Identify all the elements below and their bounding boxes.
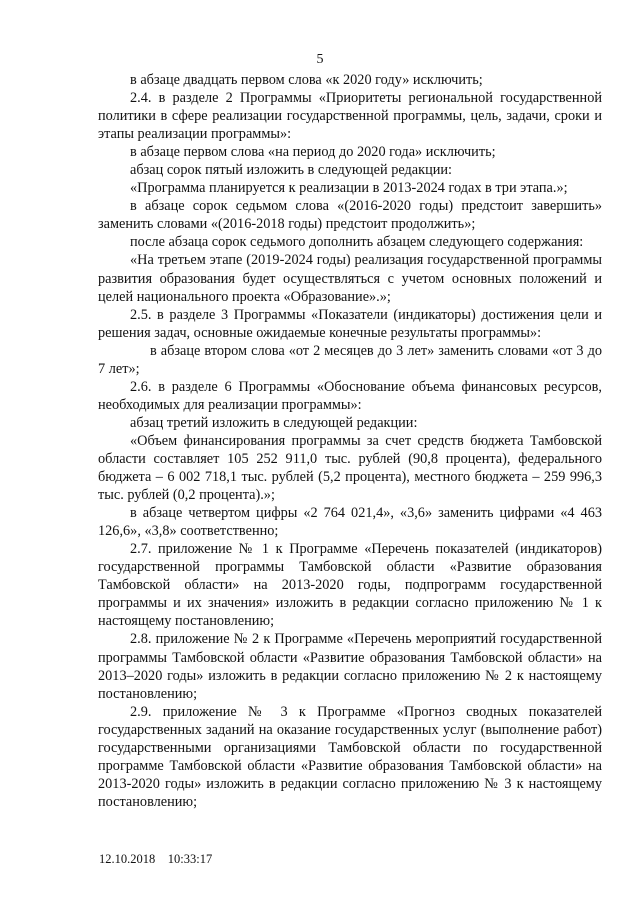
paragraph-9: 2.5. в разделе 3 Программы «Показатели (индикаторы) достижения цели и решения задач, основные ожидаемые конечные результаты программы»: xyxy=(98,306,602,341)
paragraph-5: «Программа планируется к реализации в 2013-2024 годах в три этапа.»; xyxy=(130,180,568,197)
paragraph-10: в абзаце втором слова «от 2 месяцев до 3 лет» заменить словами «от 3 до 7 лет»; xyxy=(98,342,602,377)
footer-timestamp xyxy=(99,852,212,867)
footer-time: 10:33:17 xyxy=(167,852,213,866)
paragraph-15: 2.7. приложение № 1 к Программе «Перечень показателей (индикаторов) государственной программы Тамбовской области «Развитие образования Тамбовской области» на 2013-2020 годы, подпрограмм государственной программы и их значения» изложить в редакции согласно приложению № 1 к настоящему постановлению; xyxy=(98,541,602,630)
document-body xyxy=(98,71,602,811)
paragraph-14: в абзаце четвертом цифры «2 764 021,4», «3,6» заменить цифрами «4 463 126,6», «3,8» соответственно; xyxy=(98,505,602,540)
paragraph-17: 2.9. приложение № 3 к Программе «Прогноз сводных показателей государственных заданий на оказание государственных услуг (выполнение работ) государственными организациями Тамбовской области по государственной программе Тамбовской области «Развитие образования Тамбовской области» на 2013-2020 годы» изложить в редакции согласно приложению № 3 к настоящему постановлению; xyxy=(98,703,602,810)
paragraph-6: в абзаце сорок седьмом слова «(2016-2020 годы) предстоит завершить» заменить словами «(2016-2018 годы) предстоит продолжить»; xyxy=(98,198,602,233)
paragraph-7: после абзаца сорок седьмого дополнить абзацем следующего содержания: xyxy=(130,234,584,251)
paragraph-16: 2.8. приложение № 2 к Программе «Перечень мероприятий государственной программы Тамбовской области «Развитие образования Тамбовской области» на 2013–2020 годы» изложить в редакции согласно приложению № 2 к настоящему постановлению; xyxy=(98,631,602,702)
paragraph-4: абзац сорок пятый изложить в следующей редакции: xyxy=(130,162,452,179)
paragraph-1: в абзаце двадцать первом слова «к 2020 году» исключить; xyxy=(130,72,483,88)
paragraph-12: абзац третий изложить в следующей редакции: xyxy=(130,414,418,431)
paragraph-8: «На третьем этапе (2019-2024 годы) реализация государственной программы развития образования будет осуществляться с учетом основных положений и целей национального проекта «Образование».»; xyxy=(98,252,602,305)
paragraph-3: в абзаце первом слова «на период до 2020 года» исключить; xyxy=(130,144,496,161)
paragraph-2: 2.4. в разделе 2 Программы «Приоритеты региональной государственной политики в сфере реализации государственной программы, цель, задачи, сроки и этапы реализации программы»: xyxy=(98,90,602,143)
paragraph-11: 2.6. в разделе 6 Программы «Обоснование объема финансовых ресурсов, необходимых для реализации программы»: xyxy=(98,378,602,413)
paragraph-13: «Объем финансирования программы за счет средств бюджета Тамбовской области составляет 105 252 911,0 тыс. рублей (90,8 процента), федерального бюджета – 6 002 718,1 тыс. рублей (5,2 процента), местного бюджета – 259 996,3 тыс. рублей (0,2 процента).»; xyxy=(98,432,602,504)
page-number: 5 xyxy=(316,52,324,67)
footer-date: 12.10.2018 xyxy=(99,852,156,866)
